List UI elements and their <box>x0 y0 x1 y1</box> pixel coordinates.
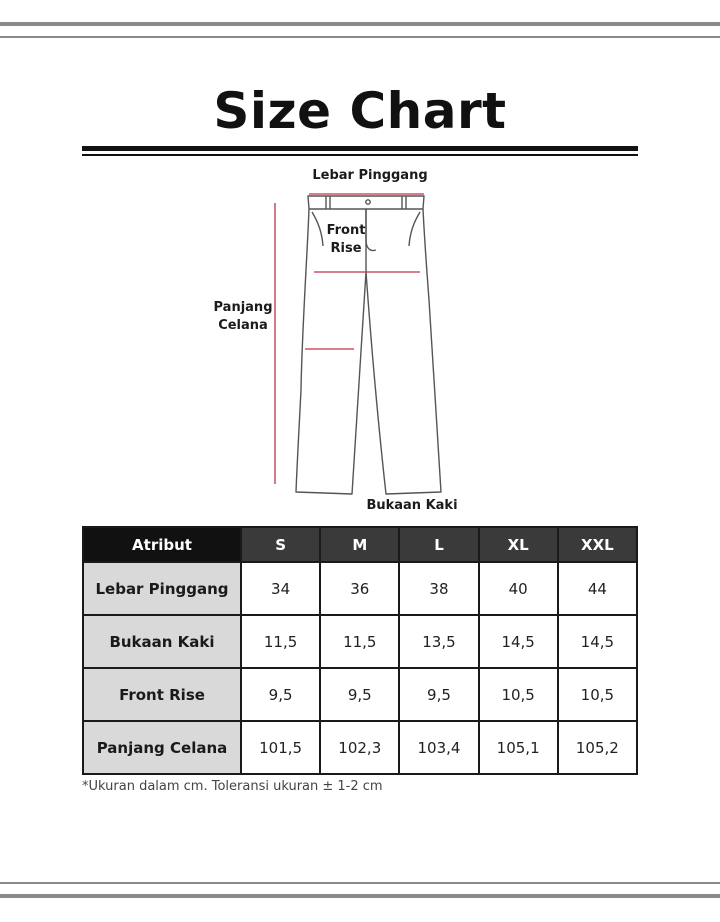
table-cell: 10,5 <box>479 668 558 721</box>
table-cell: 34 <box>241 562 320 615</box>
label-front-rise-line1: Front <box>326 223 366 238</box>
table-row <box>83 562 637 615</box>
size-tolerance-note: *Ukuran dalam cm. Toleransi ukuran ± 1-2 cm <box>82 779 383 794</box>
label-trouser-length-line2: Celana <box>218 318 268 333</box>
table-cell: 11,5 <box>241 615 320 668</box>
label-leg-opening: Bukaan Kaki <box>366 498 458 513</box>
page-title: Size Chart <box>213 82 507 140</box>
table-row <box>83 721 637 774</box>
bottom-border-line <box>0 894 720 898</box>
header-attribute: Atribut <box>83 527 241 562</box>
row-label: Lebar Pinggang <box>83 562 241 615</box>
size-table <box>82 526 638 775</box>
table-cell: 38 <box>399 562 478 615</box>
header-size: M <box>320 527 399 562</box>
table-cell: 13,5 <box>399 615 478 668</box>
header-size: XL <box>479 527 558 562</box>
table-row <box>83 615 637 668</box>
row-label: Panjang Celana <box>83 721 241 774</box>
table-cell: 105,2 <box>558 721 637 774</box>
label-trouser-length-line1: Panjang <box>213 300 273 315</box>
table-cell: 11,5 <box>320 615 399 668</box>
table-cell: 103,4 <box>399 721 478 774</box>
table-cell: 101,5 <box>241 721 320 774</box>
row-label: Bukaan Kaki <box>83 615 241 668</box>
row-label: Front Rise <box>83 668 241 721</box>
label-trouser-length <box>206 299 280 335</box>
header-size: S <box>241 527 320 562</box>
table-cell: 14,5 <box>558 615 637 668</box>
table-cell: 14,5 <box>479 615 558 668</box>
table-cell: 10,5 <box>558 668 637 721</box>
label-front-rise-line2: Rise <box>330 241 362 256</box>
label-waist-width: Lebar Pinggang <box>312 168 428 183</box>
table-cell: 44 <box>558 562 637 615</box>
table-cell: 105,1 <box>479 721 558 774</box>
table-cell: 40 <box>479 562 558 615</box>
table-cell: 36 <box>320 562 399 615</box>
table-cell: 9,5 <box>399 668 478 721</box>
table-header-row <box>83 527 637 562</box>
header-size: XXL <box>558 527 637 562</box>
header-size: L <box>399 527 478 562</box>
label-front-rise <box>318 222 374 258</box>
table-row <box>83 668 637 721</box>
table-cell: 102,3 <box>320 721 399 774</box>
table-cell: 9,5 <box>320 668 399 721</box>
bottom-border-line-inner <box>0 882 720 884</box>
table-cell: 9,5 <box>241 668 320 721</box>
